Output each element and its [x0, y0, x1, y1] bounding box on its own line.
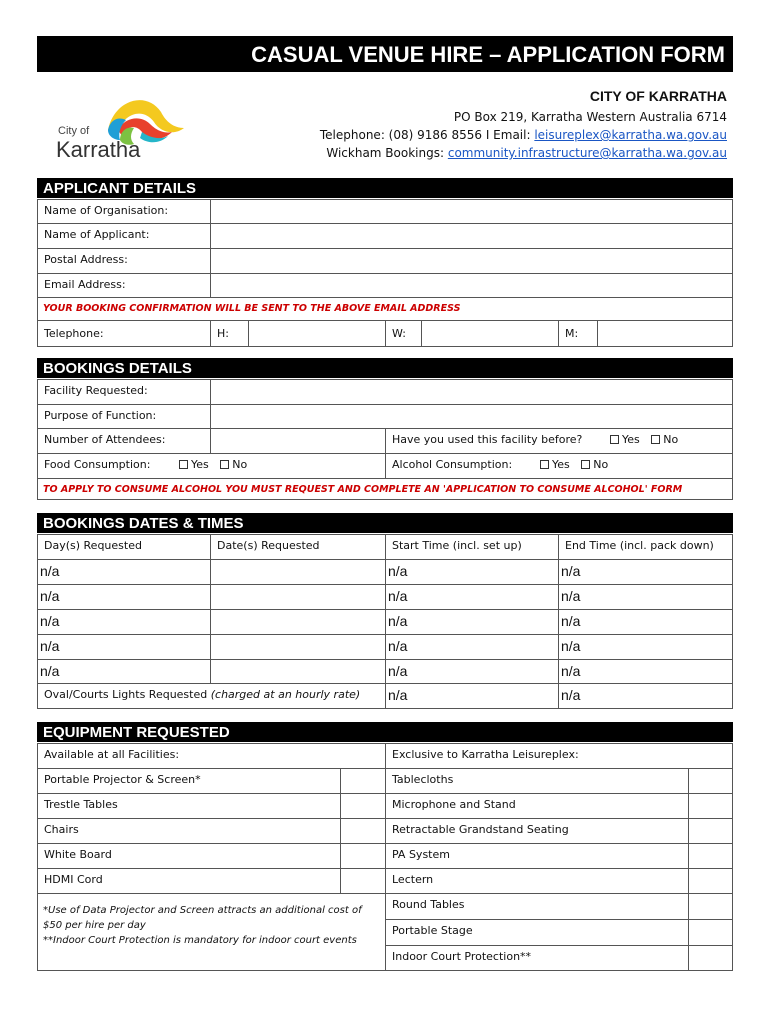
alcohol-no-checkbox[interactable]: [581, 460, 590, 469]
row-start[interactable]: n/a: [385, 559, 559, 585]
equipment-item-field[interactable]: [340, 793, 386, 819]
equipment-footnotes: [43, 903, 373, 948]
wickham-email-link[interactable]: community.infrastructure@karratha.wa.gov.au: [447, 146, 727, 160]
equipment-item-label: Trestle Tables: [37, 793, 341, 819]
form-title: CASUAL VENUE HIRE – APPLICATION FORM: [37, 36, 733, 72]
row-days[interactable]: n/a: [37, 559, 211, 585]
alcohol-label: Alcohol Consumption:: [392, 458, 513, 471]
attendees-field[interactable]: [210, 428, 386, 454]
no-label: No: [593, 458, 609, 471]
lights-row: [37, 683, 386, 709]
equipment-item-field[interactable]: [688, 919, 733, 946]
col-dates-header: Date(s) Requested: [210, 534, 386, 560]
row-days[interactable]: n/a: [37, 659, 211, 684]
equipment-item-field[interactable]: [688, 945, 733, 971]
yes-label: Yes: [191, 458, 209, 471]
phone-work-field[interactable]: [421, 320, 559, 347]
equipment-item-field[interactable]: [688, 793, 733, 819]
logo-large-text: Karratha: [56, 137, 141, 162]
equipment-item-field[interactable]: [688, 768, 733, 794]
equipment-item-field[interactable]: [340, 843, 386, 869]
phone-home-field[interactable]: [248, 320, 386, 347]
equipment-item-field[interactable]: [688, 843, 733, 869]
wickham-label: Wickham Bookings:: [326, 146, 448, 160]
postal-address-label: Postal Address:: [37, 248, 211, 274]
used-before-row: [385, 428, 733, 454]
row-days[interactable]: n/a: [37, 584, 211, 610]
equipment-item-label: White Board: [37, 843, 341, 869]
equipment-section-heading: EQUIPMENT REQUESTED: [37, 722, 733, 742]
facility-field[interactable]: [210, 379, 733, 405]
org-name-field[interactable]: [210, 199, 733, 224]
row-days[interactable]: n/a: [37, 634, 211, 660]
phone-mobile-field[interactable]: [597, 320, 733, 347]
food-row: [37, 453, 386, 479]
email-address-field[interactable]: [210, 273, 733, 298]
wickham-line: [326, 146, 727, 160]
left-equipment-header: Available at all Facilities:: [37, 743, 386, 769]
row-end[interactable]: n/a: [558, 609, 733, 635]
col-days-header: Day(s) Requested: [37, 534, 211, 560]
alcohol-yes-checkbox[interactable]: [540, 460, 549, 469]
purpose-field[interactable]: [210, 404, 733, 429]
equipment-item-label: Microphone and Stand: [385, 793, 689, 819]
used-before-label: Have you used this facility before?: [392, 433, 583, 446]
equipment-item-field[interactable]: [688, 893, 733, 920]
row-end[interactable]: n/a: [558, 634, 733, 660]
food-no-checkbox[interactable]: [220, 460, 229, 469]
row-start[interactable]: n/a: [385, 659, 559, 684]
right-equipment-header: Exclusive to Karratha Leisureplex:: [385, 743, 733, 769]
postal-address-field[interactable]: [210, 248, 733, 274]
lights-start[interactable]: n/a: [385, 683, 559, 709]
equipment-item-field[interactable]: [688, 818, 733, 844]
food-label: Food Consumption:: [44, 458, 151, 471]
yes-label: Yes: [622, 433, 640, 446]
logo-small-text: City of: [58, 125, 90, 137]
alcohol-options: [540, 454, 608, 476]
row-dates[interactable]: [210, 609, 386, 635]
alcohol-application-note: TO APPLY TO CONSUME ALCOHOL YOU MUST REQUEST AND COMPLETE AN 'APPLICATION TO CONSUME ALCOHOL' FORM: [43, 484, 683, 495]
city-name: CITY OF KARRATHA: [589, 88, 727, 104]
org-name-label: Name of Organisation:: [37, 199, 211, 224]
lights-label: Oval/Courts Lights Requested: [44, 688, 208, 701]
col-start-header: Start Time (incl. set up): [385, 534, 559, 560]
booking-section-heading: BOOKINGS DETAILS: [37, 358, 733, 378]
equipment-item-label: PA System: [385, 843, 689, 869]
email-address-label: Email Address:: [37, 273, 211, 298]
row-start[interactable]: n/a: [385, 584, 559, 610]
row-end[interactable]: n/a: [558, 659, 733, 684]
no-label: No: [232, 458, 248, 471]
food-options: [179, 454, 247, 476]
row-dates[interactable]: [210, 559, 386, 585]
dates-section-heading: BOOKINGS DATES & TIMES: [37, 513, 733, 533]
email-confirmation-note: YOUR BOOKING CONFIRMATION WILL BE SENT TO THE ABOVE EMAIL ADDRESS: [43, 303, 461, 314]
equipment-item-field[interactable]: [340, 818, 386, 844]
postal-address: PO Box 219, Karratha Western Australia 6714: [453, 110, 727, 124]
projector-cost-note: *Use of Data Projector and Screen attracts an additional cost of $50 per hire per day: [43, 905, 362, 931]
used-before-options: [610, 429, 678, 451]
email-link[interactable]: leisureplex@karratha.wa.gov.au: [534, 128, 727, 142]
no-label: No: [663, 433, 679, 446]
used-before-yes-checkbox[interactable]: [610, 435, 619, 444]
city-logo: [56, 90, 186, 162]
phone-text: Telephone: (08) 9186 8556 I Email:: [319, 128, 535, 142]
equipment-item-label: Portable Stage: [385, 919, 689, 946]
row-start[interactable]: n/a: [385, 609, 559, 635]
court-protection-note: **Indoor Court Protection is mandatory for indoor court events: [43, 935, 357, 946]
equipment-item-label: Tablecloths: [385, 768, 689, 794]
equipment-item-field[interactable]: [688, 868, 733, 894]
row-start[interactable]: n/a: [385, 634, 559, 660]
contact-line: [320, 128, 727, 142]
phone-work-label: W:: [385, 320, 422, 347]
purpose-label: Purpose of Function:: [37, 404, 211, 429]
equipment-item-label: Lectern: [385, 868, 689, 894]
row-dates[interactable]: [210, 584, 386, 610]
lights-end[interactable]: n/a: [558, 683, 733, 709]
facility-label: Facility Requested:: [37, 379, 211, 405]
row-dates[interactable]: [210, 659, 386, 684]
yes-label: Yes: [552, 458, 570, 471]
equipment-item-label: Round Tables: [385, 893, 689, 920]
equipment-item-field[interactable]: [340, 868, 386, 894]
row-dates[interactable]: [210, 634, 386, 660]
alcohol-row: [385, 453, 733, 479]
row-end[interactable]: n/a: [558, 559, 733, 585]
applicant-name-label: Name of Applicant:: [37, 223, 211, 249]
karratha-logo-icon: [56, 90, 186, 162]
col-end-header: End Time (incl. pack down): [558, 534, 733, 560]
used-before-no-checkbox[interactable]: [651, 435, 660, 444]
telephone-label: Telephone:: [37, 320, 211, 347]
applicant-name-field[interactable]: [210, 223, 733, 249]
row-days[interactable]: n/a: [37, 609, 211, 635]
applicant-section-heading: APPLICANT DETAILS: [37, 178, 733, 198]
equipment-item-label: Retractable Grandstand Seating: [385, 818, 689, 844]
food-yes-checkbox[interactable]: [179, 460, 188, 469]
equipment-item-label: HDMI Cord: [37, 868, 341, 894]
attendees-label: Number of Attendees:: [37, 428, 211, 454]
lights-note: (charged at an hourly rate): [210, 688, 361, 701]
phone-mobile-label: M:: [558, 320, 598, 347]
equipment-item-label: Indoor Court Protection**: [385, 945, 689, 971]
equipment-item-label: Portable Projector & Screen*: [37, 768, 341, 794]
equipment-item-field[interactable]: [340, 768, 386, 794]
row-end[interactable]: n/a: [558, 584, 733, 610]
phone-home-label: H:: [210, 320, 249, 347]
equipment-item-label: Chairs: [37, 818, 341, 844]
